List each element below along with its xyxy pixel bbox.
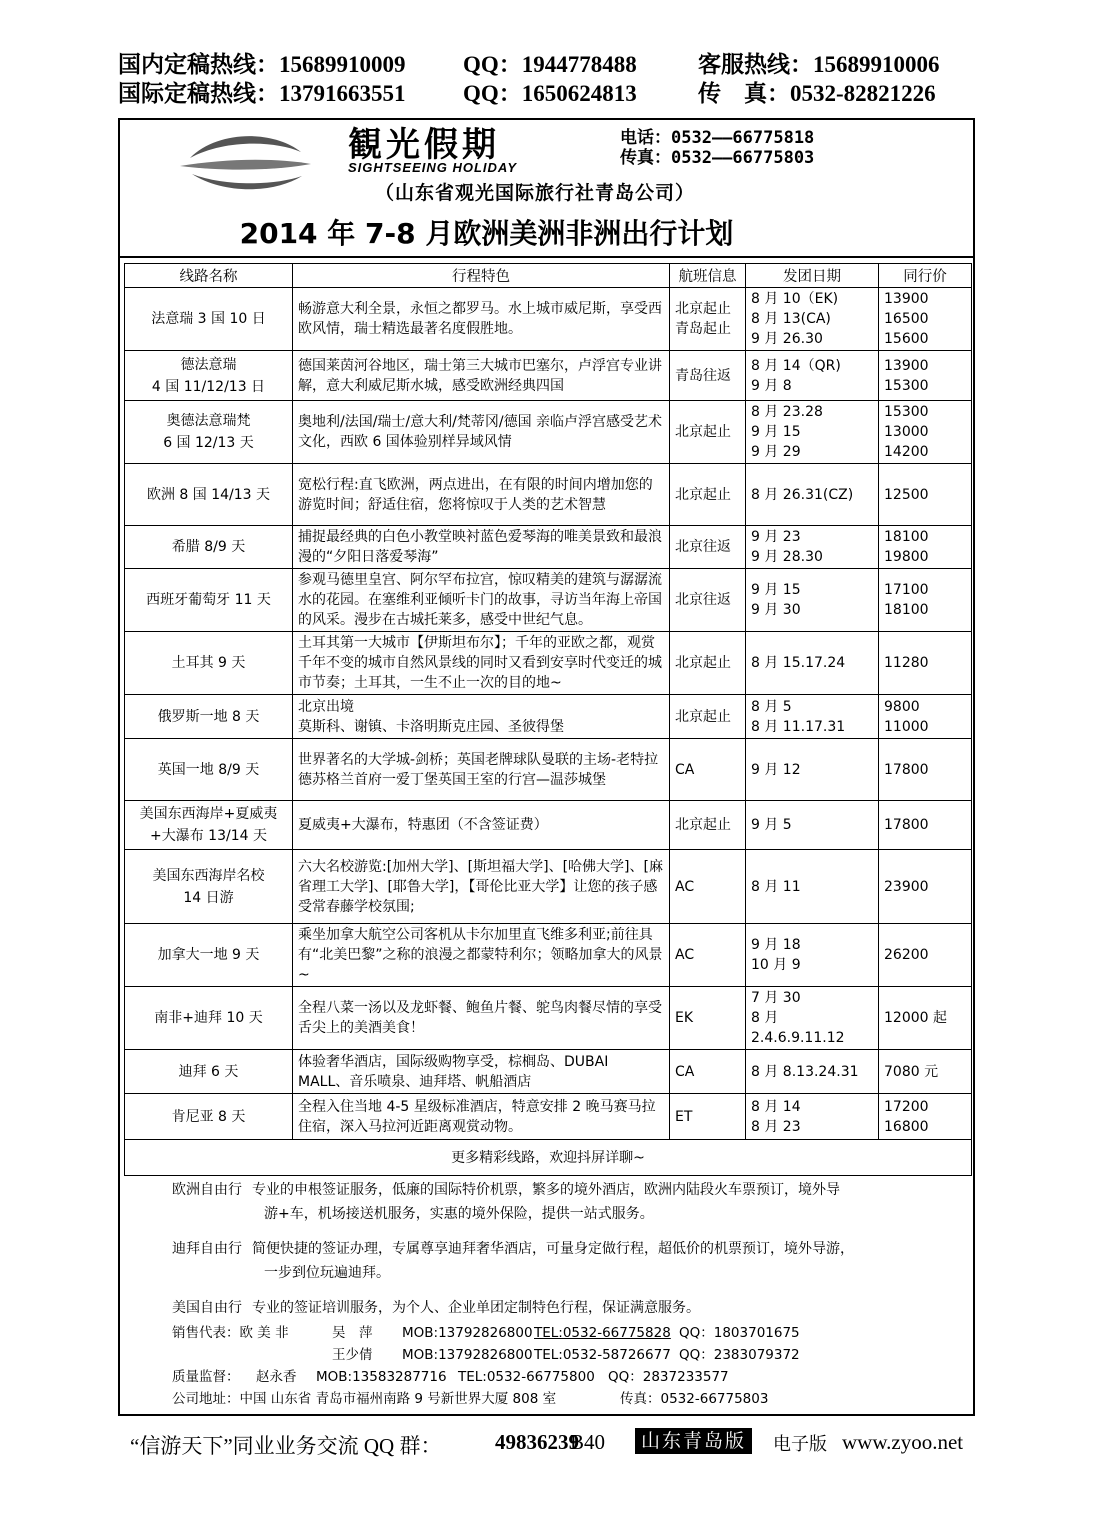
route-features: 德国莱茵河谷地区，瑞士第三大城市巴塞尔，卢浮宫专业讲解，意大利威尼斯水城，感受欧洲经典四国	[293, 351, 670, 401]
note-europe	[172, 1178, 952, 1226]
rep-tel: TEL:0532-58726677	[534, 1347, 671, 1363]
rep-name: 王少倩	[332, 1347, 373, 1363]
table-row	[125, 1050, 972, 1094]
flight-info: AC	[670, 850, 746, 924]
route-name: 法意瑞 3 国 10 日	[125, 288, 293, 351]
flight-info: AC	[670, 924, 746, 987]
departure-dates: 8 月 26.31(CZ)	[746, 464, 879, 526]
trade-price: 15300 13000 14200	[879, 401, 972, 464]
table-row	[125, 695, 972, 739]
table-row	[125, 632, 972, 695]
route-features: 世界著名的大学城-剑桥；英国老牌球队曼联的主场-老特拉德苏格兰首府一爱丁堡英国王室的行宫—温莎城堡	[293, 739, 670, 801]
quality-name: 赵永香	[256, 1369, 297, 1385]
route-features: 畅游意大利全景，永恒之都罗马。水上城市威尼斯，享受西欧风情，瑞士精选最著名度假胜地。	[293, 288, 670, 351]
agency-fax: 传真：0532——66775803	[620, 148, 815, 168]
fax-line: 传 真：0532-82821226	[698, 81, 936, 106]
note-line: 专业的申根签证服务，低廉的国际特价机票，繁多的境外酒店，欧洲内陆段火车票预订，境外导	[252, 1182, 840, 1198]
company-address: 公司地址：中国 山东省 青岛市福州南路 9 号新世界大厦 808 室	[172, 1391, 557, 1407]
note-line: 简便快捷的签证办理，专属尊享迪拜奢华酒店，可量身定做行程，超低价的机票预订，境外导游，	[252, 1241, 854, 1257]
route-name: 俄罗斯一地 8 天	[125, 695, 293, 739]
table-row-more	[125, 1140, 972, 1176]
sightseeing-logo-icon	[178, 128, 313, 198]
trade-price: 13900 15300	[879, 351, 972, 401]
col-dates: 发团日期	[746, 264, 879, 288]
hotline-row-2	[118, 79, 978, 108]
agency-phone: 电话：0532——66775818	[620, 128, 815, 148]
note-label: 美国自由行	[172, 1300, 242, 1316]
hotline-row-1	[118, 50, 978, 79]
footer-slogan: “信游天下”同业业务交流 QQ 群：	[130, 1434, 442, 1458]
flight-info: CA	[670, 1050, 746, 1094]
trade-price: 9800 11000	[879, 695, 972, 739]
flight-info: 北京往返	[670, 569, 746, 632]
note-line: 专业的签证培训服务，为个人、企业单团定制特色行程，保证满意服务。	[252, 1300, 700, 1316]
col-flight: 航班信息	[670, 264, 746, 288]
table-row	[125, 801, 972, 850]
col-features: 行程特色	[293, 264, 670, 288]
rep-qq: QQ：2383079372	[679, 1347, 800, 1363]
quality-label: 质量监督：	[172, 1369, 240, 1385]
departure-dates: 9 月 15 9 月 30	[746, 569, 879, 632]
trade-price: 18100 19800	[879, 526, 972, 569]
route-features: 捕捉最经典的白色小教堂映衬蓝色爱琴海的唯美景致和最浪漫的“夕阳日落爱琴海”	[293, 526, 670, 569]
table-row	[125, 569, 972, 632]
website-link[interactable]: www.zyoo.net	[842, 1430, 964, 1454]
table-row	[125, 401, 972, 464]
flight-info: CA	[670, 739, 746, 801]
table-row	[125, 850, 972, 924]
free-travel-notes	[172, 1178, 952, 1331]
domestic-qq: QQ：1944778488	[463, 52, 637, 77]
region-badge: 山东青岛版	[635, 1428, 752, 1454]
route-features: 土耳其第一大城市【伊斯坦布尔】；千年的亚欧之都，观赏千年不变的城市自然风景线的同时又看到安享时代变迁的城市节奏；土耳其，一生不止一次的目的地~	[293, 632, 670, 695]
table-row	[125, 987, 972, 1050]
flight-info: 北京起止	[670, 695, 746, 739]
service-hotline: 客服热线：15689910006	[698, 52, 940, 77]
brand-name-cn: 観光假期	[348, 125, 500, 165]
quality-tel: TEL:0532-66775800	[458, 1369, 595, 1385]
departure-dates: 9 月 23 9 月 28.30	[746, 526, 879, 569]
sales-label: 销售代表：欧 美 非	[172, 1325, 289, 1341]
flight-info: 青岛往返	[670, 351, 746, 401]
rep-mob: MOB:13792826800	[402, 1325, 533, 1341]
trade-price: 17800	[879, 739, 972, 801]
international-hotline: 国际定稿热线：13791663551	[118, 81, 406, 106]
trade-price: 23900	[879, 850, 972, 924]
route-features: 夏威夷+大瀑布，特惠团（不含签证费）	[293, 801, 670, 850]
hotline-header	[118, 50, 978, 108]
domestic-hotline: 国内定稿热线：15689910009	[118, 52, 406, 77]
route-features: 六大名校游览:[加州大学]、[斯坦福大学]、[哈佛大学]、[麻省理工大学]、[耶鲁大学]，【哥伦比亚大学】让您的孩子感受常春藤学校氛围;	[293, 850, 670, 924]
page-title: 2014 年 7-8 月欧洲美洲非洲出行计划	[239, 217, 734, 250]
departure-dates: 8 月 14（QR) 9 月 8	[746, 351, 879, 401]
route-name: 加拿大一地 9 天	[125, 924, 293, 987]
flight-info: 北京起止	[670, 801, 746, 850]
route-name: 迪拜 6 天	[125, 1050, 293, 1094]
route-features: 奥地利/法国/瑞士/意大利/梵蒂冈/德国 亲临卢浮宫感受艺术文化，西欧 6 国体验别样异域风情	[293, 401, 670, 464]
route-name: 西班牙葡萄牙 11 天	[125, 569, 293, 632]
note-label: 迪拜自由行	[172, 1241, 242, 1257]
edition-label: 电子版	[773, 1434, 827, 1455]
departure-dates: 7 月 30 8 月 2.4.6.9.11.12	[746, 987, 879, 1050]
more-routes-note: 更多精彩线路，欢迎抖屏详聊~	[125, 1140, 972, 1176]
route-features: 宽松行程:直飞欧洲，两点进出，在有限的时间内增加您的游览时间；舒适住宿，您将惊叹于人类的艺术智慧	[293, 464, 670, 526]
table-row	[125, 351, 972, 401]
departure-dates: 8 月 11	[746, 850, 879, 924]
table-row	[125, 288, 972, 351]
itinerary-table	[124, 263, 972, 1176]
departure-dates: 8 月 8.13.24.31	[746, 1050, 879, 1094]
route-features: 乘坐加拿大航空公司客机从卡尔加里直飞维多利亚;前往具有“北美巴黎”之称的浪漫之都蒙特利尔；领略加拿大的风景~	[293, 924, 670, 987]
trade-price: 12500	[879, 464, 972, 526]
route-features: 全程八菜一汤以及龙虾餐、鲍鱼片餐、鸵鸟肉餐尽情的享受舌尖上的美酒美食！	[293, 987, 670, 1050]
title-divider	[120, 256, 973, 258]
flight-info: 北京起止 青岛起止	[670, 288, 746, 351]
departure-dates: 8 月 14 8 月 23	[746, 1094, 879, 1140]
quality-mob: MOB:13583287716	[316, 1369, 447, 1385]
departure-dates: 8 月 23.28 9 月 15 9 月 29	[746, 401, 879, 464]
note-usa	[172, 1296, 952, 1320]
departure-dates: 8 月 10（EK) 8 月 13(CA) 9 月 26.30	[746, 288, 879, 351]
route-features: 参观马德里皇宫、阿尔罕布拉宫，惊叹精美的建筑与潺潺流水的花园。在塞维利亚倾听卡门的故事，寻访当年海上帝国的风采。漫步在古城托莱多，感受中世纪气息。	[293, 569, 670, 632]
route-name: 美国东西海岸+夏威夷+大瀑布 13/14 天	[125, 801, 293, 850]
note-label: 欧洲自由行	[172, 1182, 242, 1198]
trade-price: 26200	[879, 924, 972, 987]
departure-dates: 8 月 5 8 月 11.17.31	[746, 695, 879, 739]
table-row	[125, 924, 972, 987]
flight-info: 北京起止	[670, 464, 746, 526]
flight-info: EK	[670, 987, 746, 1050]
note-line: 一步到位玩遍迪拜。	[264, 1265, 390, 1281]
route-name: 美国东西海岸名校 14 日游	[125, 850, 293, 924]
departure-dates: 9 月 18 10 月 9	[746, 924, 879, 987]
international-qq: QQ：1650624813	[463, 81, 637, 106]
trade-price: 17100 18100	[879, 569, 972, 632]
col-route: 线路名称	[125, 264, 293, 288]
trade-price: 12000 起	[879, 987, 972, 1050]
footer-qq-group: 49836239	[495, 1430, 579, 1454]
company-fax: 传真：0532-66775803	[620, 1391, 769, 1407]
rep-name: 吴 萍	[332, 1325, 373, 1341]
trade-price: 17800	[879, 801, 972, 850]
quality-qq: QQ：2837233577	[608, 1369, 729, 1385]
flight-info: 北京起止	[670, 401, 746, 464]
flight-info: ET	[670, 1094, 746, 1140]
route-name: 南非+迪拜 10 天	[125, 987, 293, 1050]
rep-qq: QQ：1803701675	[679, 1325, 800, 1341]
table-header-row	[125, 264, 972, 288]
col-price: 同行价	[879, 264, 972, 288]
ad-frame	[118, 118, 975, 1416]
route-features: 全程入住当地 4-5 星级标准酒店，特意安排 2 晚马赛马拉住宿，深入马拉河近距离观赏动物。	[293, 1094, 670, 1140]
rep-tel: TEL:0532-66775828	[534, 1325, 671, 1341]
trade-price: 11280	[879, 632, 972, 695]
agency-contact	[620, 128, 814, 168]
departure-dates: 8 月 15.17.24	[746, 632, 879, 695]
table-row	[125, 526, 972, 569]
route-features: 北京出境 莫斯科、谢镇、卡洛明斯克庄园、圣彼得堡	[293, 695, 670, 739]
route-name: 英国一地 8/9 天	[125, 739, 293, 801]
departure-dates: 9 月 5	[746, 801, 879, 850]
table-row	[125, 739, 972, 801]
departure-dates: 9 月 12	[746, 739, 879, 801]
route-name: 奥德法意瑞梵 6 国 12/13 天	[125, 401, 293, 464]
agency-name: （山东省观光国际旅行社青岛公司）	[375, 182, 696, 204]
route-name: 肯尼亚 8 天	[125, 1094, 293, 1140]
rep-mob: MOB:13792826800	[402, 1347, 533, 1363]
note-dubai	[172, 1237, 952, 1285]
route-features: 体验奢华酒店，国际级购物享受，棕榈岛、DUBAI MALL、音乐喷泉、迪拜塔、帆船酒店	[293, 1050, 670, 1094]
flight-info: 北京往返	[670, 526, 746, 569]
trade-price: 13900 16500 15600	[879, 288, 972, 351]
page-number: B40	[570, 1430, 606, 1454]
table-row	[125, 464, 972, 526]
page-footer	[130, 1430, 980, 1460]
trade-price: 17200 16800	[879, 1094, 972, 1140]
brand-name-en: SIGHTSEEING HOLIDAY	[348, 160, 517, 175]
note-line: 游+车，机场接送机服务，实惠的境外保险，提供一站式服务。	[264, 1206, 654, 1222]
route-name: 欧洲 8 国 14/13 天	[125, 464, 293, 526]
route-name: 希腊 8/9 天	[125, 526, 293, 569]
trade-price: 7080 元	[879, 1050, 972, 1094]
table-row	[125, 1094, 972, 1140]
route-name: 德法意瑞 4 国 11/12/13 日	[125, 351, 293, 401]
flight-info: 北京起止	[670, 632, 746, 695]
route-name: 土耳其 9 天	[125, 632, 293, 695]
